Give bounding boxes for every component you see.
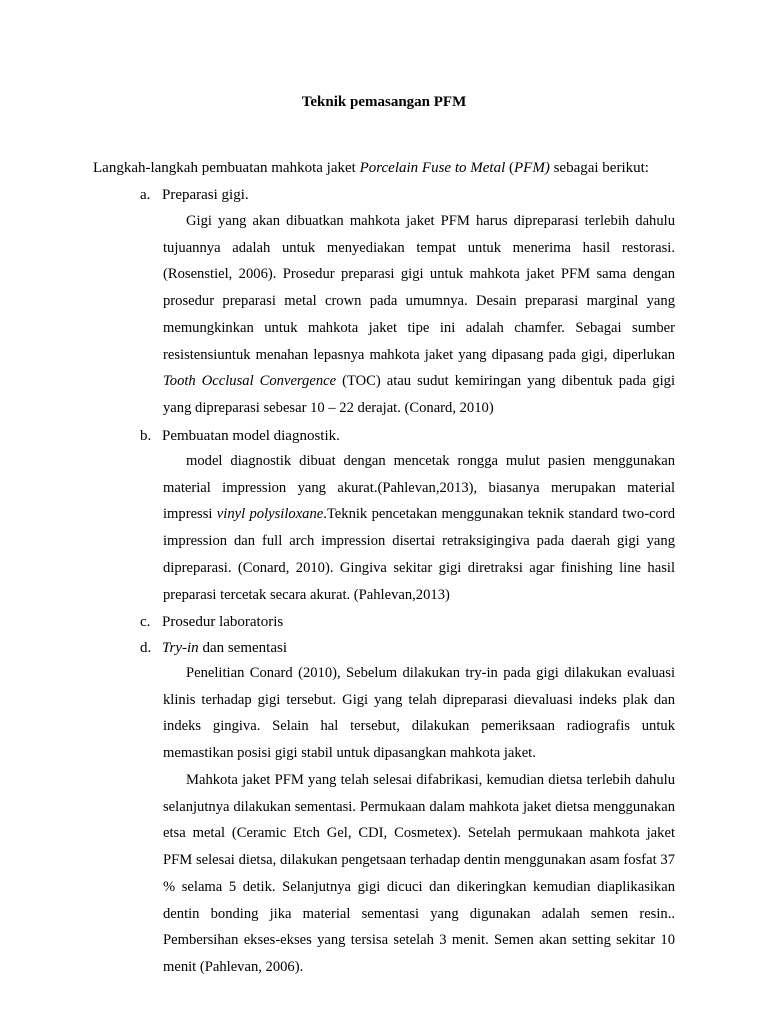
intro-text-before: Langkah-langkah pembuatan mahkota jaket: [93, 160, 360, 176]
list-item-b: [140, 426, 340, 446]
list-item-label: dan sementasi: [198, 640, 287, 656]
intro-text-after: sebagai berikut:: [549, 160, 649, 176]
list-item-label: Pembuatan model diagnostik.: [162, 428, 340, 444]
list-marker: c.: [140, 614, 151, 630]
paragraph-text: (TOC) atau sudut kemiringan yang dibentuk pada gigi yang dipreparasi sebesar 10 – 22 derajat. (Conard, 2010): [163, 373, 675, 416]
list-item-c: [140, 612, 283, 632]
intro-italic-abbrev: PFM): [514, 160, 550, 176]
paragraph-italic-term: vinyl polysiloxane: [216, 506, 324, 523]
intro-italic-term: Porcelain Fuse to Metal: [359, 160, 506, 176]
paragraph-text: model diagnostik dibuat dengan mencetak rongga mulut pasien menggunakan material impression yang akurat.(Pahlevan,2013), biasanya merupakan material impressi: [163, 453, 675, 523]
paragraph-sementasi: Mahkota jaket PFM yang telah selesai difabrikasi, kemudian dietsa terlebih dahulu selanjutnya dilakukan sementasi. Permukaan dalam mahkota jaket dietsa menggunakan etsa metal (Ceramic Etch Gel, CDI, Cosmetex). Setelah permukaan mahkota jaket PFM selesai dietsa, dilakukan pengetsaan terhadap dentin menggunakan asam fosfat 37 % selama 5 detik. Selanjutnya gigi dicuci dan dikeringkan kemudian diaplikasikan dentin bonding jika material sementasi yang digunakan adalah semen resin.. Pembersihan ekses-ekses yang tersisa setelah 3 menit. Semen akan setting sekitar 10 menit (Pahlevan, 2006).: [163, 772, 675, 975]
intro-text-mid: (: [505, 160, 514, 176]
list-item-d: [140, 638, 287, 658]
list-item-label-italic: Try-in: [162, 640, 199, 656]
list-marker: d.: [140, 640, 152, 656]
paragraph-preparasi: [163, 208, 675, 422]
paragraph-try-in-evaluasi: Penelitian Conard (2010), Sebelum dilakukan try-in pada gigi dilakukan evaluasi klinis terhadap gigi tersebut. Gigi yang telah dipreparasi dievaluasi indeks plak dan indeks gingiva. Selain hal tersebut, dilakukan pemeriksaan radiografis untuk memastikan posisi gigi stabil untuk dipasangkan mahkota jaket.: [163, 665, 675, 762]
list-marker: b.: [140, 428, 152, 444]
paragraph-model-diagnostik: [163, 448, 675, 608]
intro-sentence: [93, 158, 683, 178]
list-item-a: [140, 185, 249, 205]
document-title: Teknik pemasangan PFM: [301, 94, 467, 110]
paragraph-italic-term: Tooth Occlusal Convergence: [163, 373, 337, 390]
paragraph-text: Gigi yang akan dibuatkan mahkota jaket PFM harus dipreparasi terlebih dahulu tujuannya adalah untuk menyediakan tempat untuk menerima hasil restorasi. (Rosenstiel, 2006). Prosedur preparasi gigi untuk mahkota jaket PFM sama dengan prosedur preparasi metal crown pada umumnya. Desain preparasi marginal yang memungkinkan untuk mahkota jaket tipe ini adalah chamfer. Sebagai sumber resistensiuntuk menahan lepasnya mahkota jaket yang dipasang pada gigi, diperlukan: [163, 213, 675, 363]
list-item-label: Preparasi gigi.: [162, 187, 249, 203]
list-marker: a.: [140, 187, 151, 203]
list-item-label: Prosedur laboratoris: [162, 614, 284, 630]
paragraph-text: .Teknik pencetakan menggunakan teknik standard two-cord impression dan full arch impression disertai retraksigingiva pada daerah gigi yang dipreparasi. (Conard, 2010). Gingiva sekitar gigi diretraksi agar finishing line hasil preparasi tercetak secara akurat. (Pahlevan,2013): [163, 506, 675, 603]
